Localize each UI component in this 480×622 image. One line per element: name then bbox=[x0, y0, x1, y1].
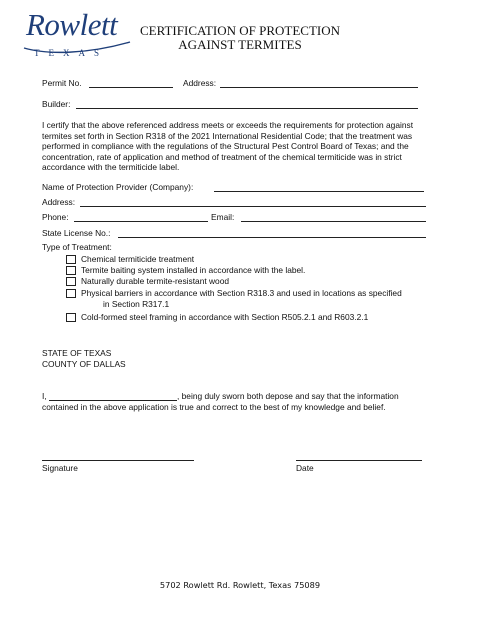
builder-label: Builder: bbox=[42, 99, 71, 109]
certification-paragraph: I certify that the above referenced address meets or exceeds the requirements for protection against termites set forth in Section R318 of the 2021 International Residential Code; that the treatment was performed in compliance with the regulations of the Structural Pest Control Board of Texas; and the concentration, rate of application and method of treatment of the chemical termiticide was in strict accordance with the termiticide label. bbox=[42, 120, 414, 173]
treatment-option-label-continued: in Section R317.1 bbox=[103, 299, 170, 309]
treatment-checkbox[interactable] bbox=[66, 289, 76, 298]
signature-label: Signature bbox=[42, 463, 78, 473]
email-field[interactable] bbox=[241, 221, 426, 222]
provider-address-field[interactable] bbox=[80, 206, 426, 207]
address-label: Address: bbox=[183, 78, 217, 88]
treatment-heading: Type of Treatment: bbox=[42, 242, 112, 252]
treatment-option-label: Cold-formed steel framing in accordance with Section R505.2.1 and R603.2.1 bbox=[81, 312, 369, 322]
treatment-option-label: Chemical termiticide treatment bbox=[81, 254, 195, 264]
footer-address: 5702 Rowlett Rd. Rowlett, Texas 75089 bbox=[159, 580, 321, 590]
permit-no-label: Permit No. bbox=[42, 78, 82, 88]
oath-text-line-1: , being duly sworn both depose and say that the information bbox=[177, 391, 399, 401]
county-label: COUNTY OF DALLAS bbox=[42, 359, 126, 369]
state-label: STATE OF TEXAS bbox=[42, 348, 112, 358]
treatment-checkbox[interactable] bbox=[66, 266, 76, 275]
logo-subtext: TEXAS bbox=[34, 48, 108, 58]
treatment-checkbox[interactable] bbox=[66, 313, 76, 322]
date-field[interactable] bbox=[296, 460, 422, 461]
treatment-checkbox[interactable] bbox=[66, 255, 76, 264]
logo-wordmark: Rowlett bbox=[26, 7, 118, 42]
treatment-option-label: Naturally durable termite-resistant wood bbox=[81, 276, 230, 286]
provider-address-label: Address: bbox=[42, 197, 76, 207]
permit-no-field[interactable] bbox=[89, 87, 173, 88]
provider-name-label: Name of Protection Provider (Company): bbox=[42, 182, 194, 192]
document-title bbox=[130, 24, 350, 52]
city-logo bbox=[18, 8, 138, 60]
title-line-2: AGAINST TERMITES bbox=[178, 37, 302, 52]
email-label: Email: bbox=[211, 212, 235, 222]
treatment-checkbox[interactable] bbox=[66, 277, 76, 286]
treatment-option-label: Physical barriers in accordance with Section R318.3 and used in locations as specified bbox=[81, 288, 402, 298]
affiant-name-field[interactable] bbox=[49, 400, 177, 401]
date-label: Date bbox=[296, 463, 314, 473]
address-field[interactable] bbox=[220, 87, 418, 88]
oath-prefix: I, bbox=[42, 391, 47, 401]
provider-name-field[interactable] bbox=[214, 191, 424, 192]
oath-text-line-2: contained in the above application is true and correct to the best of my knowledge and belief. bbox=[42, 402, 386, 412]
state-license-label: State License No.: bbox=[42, 228, 111, 238]
state-license-field[interactable] bbox=[118, 237, 426, 238]
title-line-1: CERTIFICATION OF PROTECTION bbox=[139, 23, 340, 38]
builder-field[interactable] bbox=[76, 108, 418, 109]
signature-field[interactable] bbox=[42, 460, 194, 461]
phone-label: Phone: bbox=[42, 212, 69, 222]
treatment-option-label: Termite baiting system installed in accordance with the label. bbox=[81, 265, 306, 275]
phone-field[interactable] bbox=[74, 221, 208, 222]
